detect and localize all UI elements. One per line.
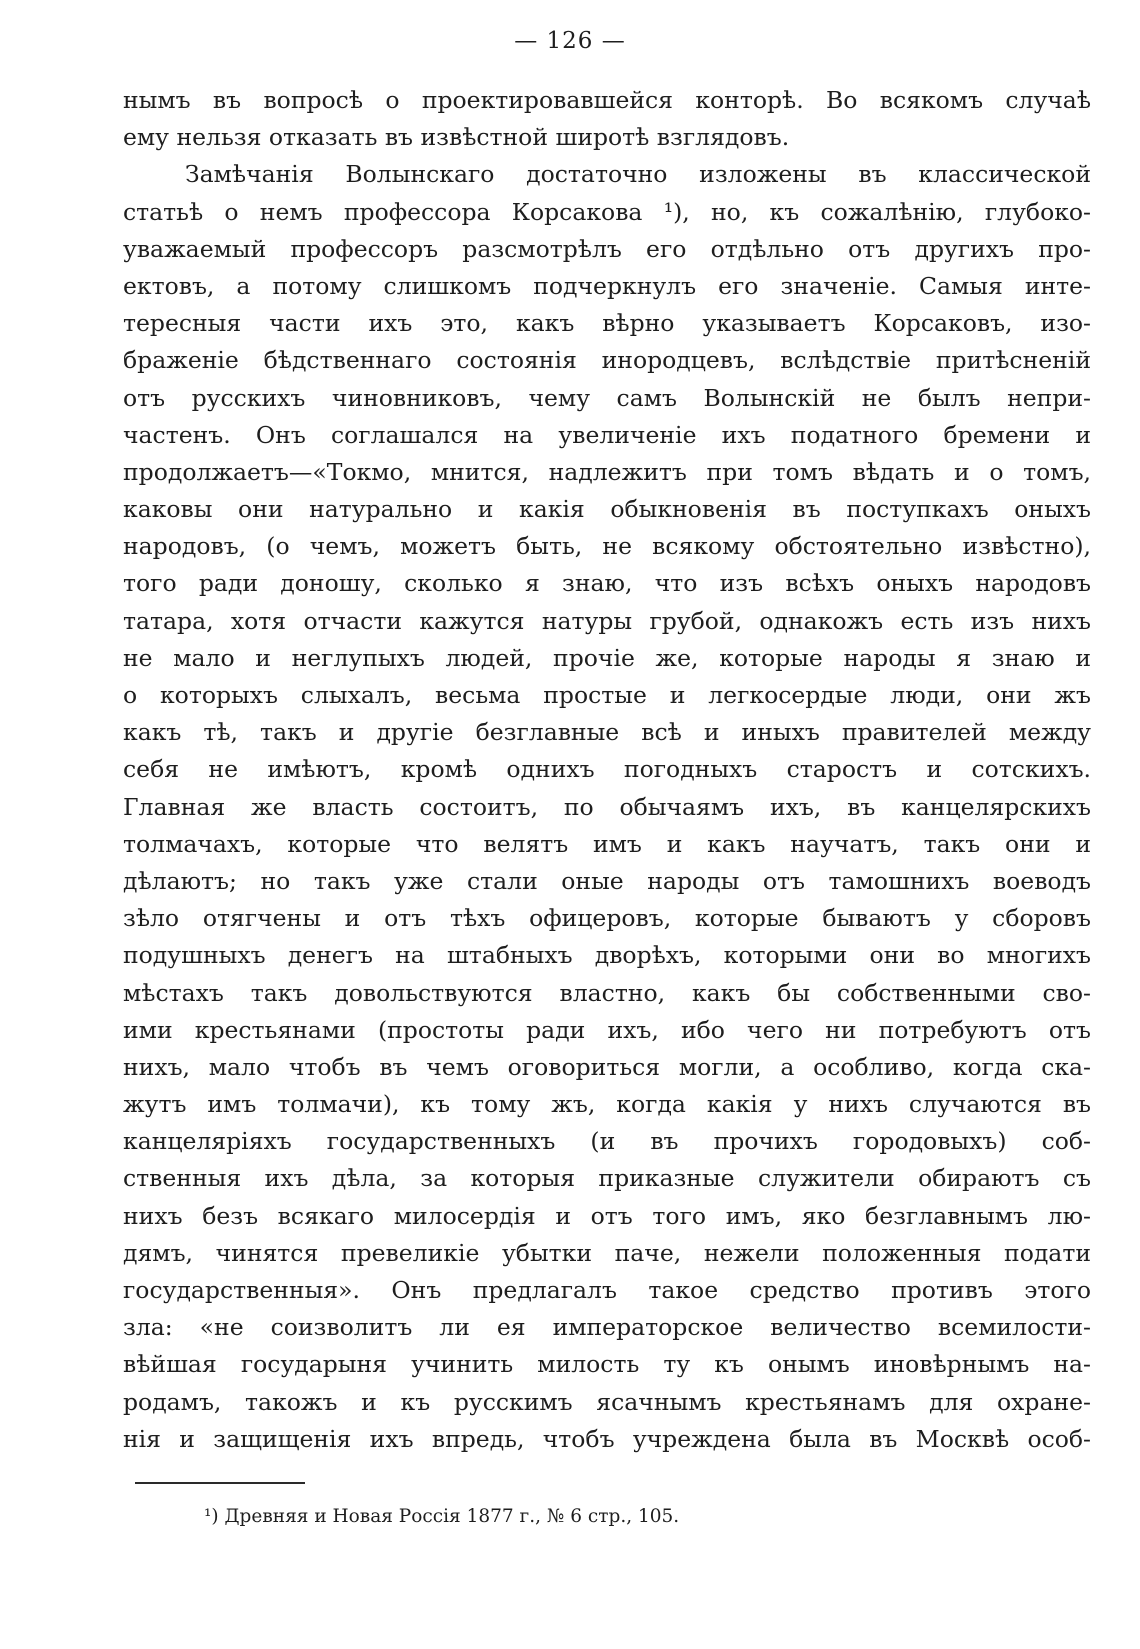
text-line: Главная же власть состоитъ, по обычаямъ ихъ, въ канцелярскихъ [123,792,1091,821]
text-line: канцеляріяхъ государственныхъ (и въ прочихъ городовыхъ) соб- [123,1127,1091,1156]
text-line: ектовъ, а потому слишкомъ подчеркнулъ его значеніе. Самыя инте- [123,271,1091,300]
text-line: о которыхъ слыхалъ, весьма простые и легкосердые люди, они жъ [123,681,1091,709]
text-line: браженіе бѣдственнаго состоянія инородцевъ, вслѣдствіе притѣсненій [123,346,1091,375]
text-line: родамъ, такожъ и къ русскимъ ясачнымъ крестьянамъ для охране- [123,1387,1091,1416]
text-line: не мало и неглупыхъ людей, прочіе же, которые народы я знаю и [123,643,1091,672]
footnote: ¹) Древняя и Новая Россія 1877 г., № 6 стр., 105. [204,1506,680,1527]
text-line: нихъ, мало чтобъ въ чемъ оговориться могли, а особливо, когда ска- [123,1052,1091,1081]
text-line: дѣлаютъ; но такъ уже стали оные народы отъ тамошнихъ воеводъ [123,866,1091,895]
text-line: ственныя ихъ дѣла, за которыя приказные служители обираютъ съ [123,1164,1091,1193]
text-line: государственныя». Онъ предлагалъ такое средство противъ этого [123,1276,1091,1304]
text-line: себя не имѣютъ, кромѣ однихъ погодныхъ старостъ и сотскихъ. [123,755,1091,784]
text-line: ими крестьянами (простоты ради ихъ, ибо чего ни потребуютъ отъ [123,1015,1091,1044]
text-line: ему нельзя отказать въ извѣстной широтѣ взглядовъ. [123,123,790,152]
text-line: подушныхъ денегъ на штабныхъ дворѣхъ, которыми они во многихъ [123,941,1091,970]
text-line: мѣстахъ такъ довольствуются властно, какъ бы собственными сво- [123,978,1091,1007]
page-number: — 126 — [514,28,626,54]
text-line: Замѣчанія Волынскаго достаточно изложены въ классической [185,160,1091,189]
text-line: отъ русскихъ чиновниковъ, чему самъ Волынскій не былъ непри- [123,383,1091,412]
text-line: толмачахъ, которые что велятъ имъ и какъ научатъ, такъ они и [123,829,1091,858]
text-line: уважаемый профессоръ разсмотрѣлъ его отдѣльно отъ другихъ про- [123,234,1091,263]
text-line: зла: «не соизволитъ ли ея императорское величество всемилости- [123,1313,1091,1342]
text-line: каковы они натурально и какія обыкновенія въ поступкахъ оныхъ [123,495,1091,524]
text-line: нымъ въ вопросѣ о проектировавшейся конторѣ. Во всякомъ случаѣ [123,86,1091,114]
text-line: дямъ, чинятся превеликіе убытки паче, нежели положенныя подати [123,1238,1091,1267]
text-line: зѣло отягчены и отъ тѣхъ офицеровъ, которые бываютъ у сборовъ [123,904,1091,933]
text-line: какъ тѣ, такъ и другіе безглавные всѣ и иныхъ правителей между [123,718,1091,747]
text-line: вѣйшая государыня учинить милость ту къ онымъ иновѣрнымъ на- [123,1350,1091,1379]
text-line: тересныя части ихъ это, какъ вѣрно указываетъ Корсаковъ, изо- [123,309,1091,338]
text-line: того ради доношу, сколько я знаю, что изъ всѣхъ оныхъ народовъ [123,569,1091,598]
text-line: народовъ, (о чемъ, можетъ быть, не всякому обстоятельно извѣстно), [123,532,1091,561]
text-line: нія и защищенія ихъ впредь, чтобъ учреждена была въ Москвѣ особ- [123,1424,1091,1453]
text-line: татара, хотя отчасти кажутся натуры грубой, однакожъ есть изъ нихъ [123,606,1091,635]
body-text [123,82,1091,1458]
text-line: нихъ безъ всякаго милосердія и отъ того имъ, яко безглавнымъ лю- [123,1201,1091,1230]
footnote-divider [135,1482,305,1484]
text-line: частенъ. Онъ соглашался на увеличеніе ихъ податного бремени и [123,420,1091,449]
text-line: жутъ имъ толмачи), къ тому жъ, когда какія у нихъ случаются въ [123,1090,1091,1119]
text-line: статьѣ о немъ профессора Корсакова ¹), но, къ сожалѣнію, глубоко- [123,197,1091,226]
text-line: продолжаетъ—«Токмо, мнится, надлежитъ при томъ вѣдать и о томъ, [123,457,1091,486]
